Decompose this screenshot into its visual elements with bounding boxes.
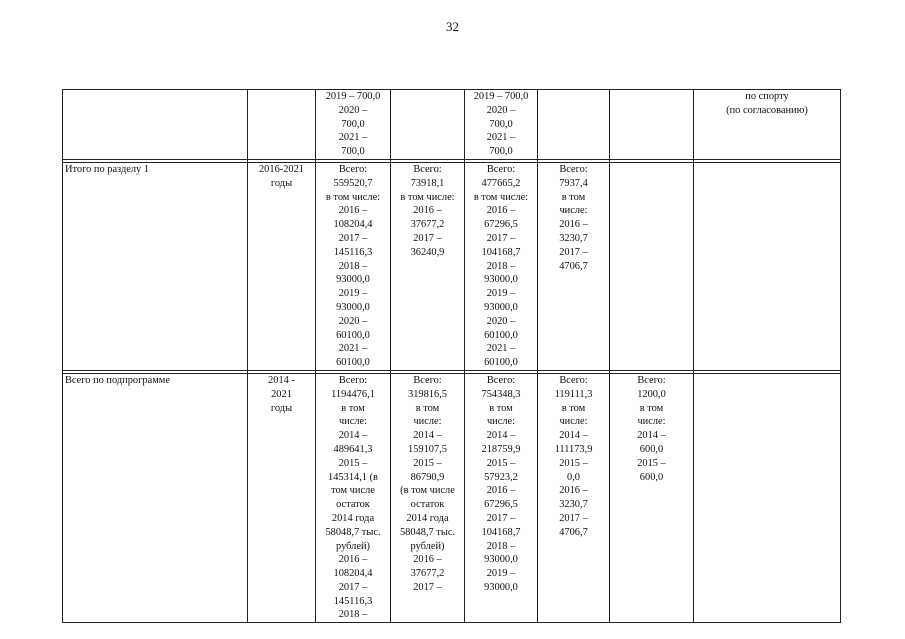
cell-text-line: 2018 –	[338, 609, 368, 621]
cell-text-line: 93000,0	[484, 274, 518, 286]
cell-text-line: 2017 –	[413, 232, 442, 244]
cell-text-line: 2014 –	[559, 430, 588, 442]
cell-text-line: 218759,9	[481, 443, 521, 455]
cell-text-line: 2017 –	[338, 581, 368, 593]
cell-text-line: 2020 –	[486, 315, 516, 327]
cell-text-line: 93000,0	[336, 274, 370, 286]
cell-text-line: Всего:	[559, 163, 588, 175]
cell-text-line: 2015 –	[338, 457, 368, 469]
cell-text-line: 60100,0	[484, 357, 518, 369]
cell-text-line: 2014 года	[406, 512, 449, 524]
cell-text-line: 60100,0	[484, 329, 518, 341]
cell-text-line: 2021 –	[486, 343, 516, 355]
cell-text-line: 57923,2	[484, 471, 518, 483]
cell-text-line: рублей)	[410, 540, 445, 552]
cell-text-line: 73918,1	[410, 177, 445, 189]
cell-text-line: Всего:	[486, 374, 516, 386]
cell-text-line: Всего:	[338, 374, 368, 386]
local-funding-cell	[538, 373, 610, 622]
cell-text-line: 2015 –	[637, 457, 666, 469]
cell-text-line: 2015 –	[559, 457, 588, 469]
cell-text-line: 2020 –	[338, 315, 368, 327]
cell-text-line: в том числе:	[325, 191, 381, 203]
cell-text-line: 559520,7	[333, 177, 373, 189]
cell-text-line: в том	[639, 402, 664, 414]
cell-text-line: Всего:	[637, 374, 666, 386]
cell-text-line: 104168,7	[481, 246, 521, 258]
cell-text-line: 159107,5	[408, 443, 447, 455]
cell-text-line: 2016 –	[486, 205, 516, 217]
regional-funding-cell	[465, 162, 538, 370]
cell-text-line: 60100,0	[336, 357, 370, 369]
cell-text-line: 2016-2021	[258, 163, 305, 175]
cell-text-line: 67296,5	[484, 499, 518, 511]
extra-funding-cell	[610, 162, 694, 370]
cell-text-line: 2017 –	[559, 246, 588, 258]
executor-cell	[694, 373, 841, 622]
cell-text-line: Всего:	[486, 163, 516, 175]
cell-text-line: 2019 – 700,0	[325, 91, 381, 102]
cell-text-line: 111173,9	[554, 443, 593, 455]
cell-text-line: 754348,3	[481, 388, 521, 400]
cell-text-line: 2016 –	[338, 205, 368, 217]
federal-funding-cell	[391, 162, 465, 370]
cell-text-line: 145116,3	[333, 595, 373, 607]
cell-text-line: 477665,2	[481, 177, 521, 189]
cell-text-line: 2019 –	[338, 288, 368, 300]
cell-text-line: 4706,7	[559, 260, 588, 272]
cell-text-line: остаток	[410, 499, 445, 511]
period-cell	[248, 373, 316, 622]
cell-text-line: 2019 – 700,0	[473, 91, 529, 102]
cell-text-line: 2017 –	[486, 232, 516, 244]
local-funding-cell	[538, 162, 610, 370]
cell-text-line: 2020 –	[338, 104, 368, 116]
cell-text-line: 58048,7 тыс.	[399, 526, 456, 538]
cell-text-line: в том числе:	[473, 191, 529, 203]
cell-text-line: 1200,0	[637, 388, 666, 400]
cell-text-line: 2016 –	[486, 485, 516, 497]
extra-funding-cell	[610, 90, 694, 160]
cell-text-line: 2020 –	[486, 104, 516, 116]
cell-text-line: 3230,7	[559, 499, 588, 511]
period-cell	[248, 90, 316, 160]
cell-text-line: 700,0	[489, 118, 513, 130]
cell-text-line: по спорту	[745, 91, 789, 102]
cell-text-line: 3230,7	[559, 232, 588, 244]
page-number: 32	[446, 19, 459, 34]
cell-text-line: 700,0	[341, 118, 365, 130]
cell-text-line: 2021	[271, 388, 292, 400]
cell-text-line: 37677,2	[410, 568, 445, 580]
cell-text-line: 2014 –	[486, 430, 516, 442]
regional-funding-cell	[465, 90, 538, 160]
cell-text-line: 2014 -	[268, 374, 295, 386]
cell-text-line: 2018 –	[486, 260, 516, 272]
cell-text-line: 2021 –	[338, 132, 368, 144]
cell-text-line: 67296,5	[484, 219, 518, 231]
row-label-cell	[63, 162, 248, 370]
cell-text-line: Всего:	[413, 163, 442, 175]
cell-text-line: годы	[270, 402, 293, 414]
cell-text-line: в том	[561, 191, 586, 203]
cell-text-line: 2014 –	[413, 430, 442, 442]
cell-text-line: 58048,7 тыс.	[325, 526, 381, 538]
cell-text-line: 2016 –	[559, 485, 588, 497]
row-label-cell	[63, 373, 248, 622]
cell-text-line: числе:	[559, 416, 588, 428]
cell-text-line: числе:	[486, 416, 516, 428]
cell-text-line: 60100,0	[336, 329, 370, 341]
cell-text-line: Итого по разделу 1	[65, 163, 150, 175]
cell-text-line: 145314,1 (в	[328, 471, 378, 483]
cell-text-line: 145116,3	[333, 246, 373, 258]
cell-text-line: 93000,0	[484, 301, 518, 313]
cell-text-line: 104168,7	[481, 526, 521, 538]
cell-text-line: 2014 –	[338, 430, 368, 442]
cell-text-line: 600,0	[639, 471, 664, 483]
total-funding-cell	[316, 90, 391, 160]
cell-text-line: 319816,5	[408, 388, 447, 400]
cell-text-line: 36240,9	[410, 246, 445, 258]
cell-text-line: числе:	[413, 416, 442, 428]
cell-text-line: остаток	[336, 499, 370, 511]
cell-text-line: 489641,3	[333, 443, 373, 455]
cell-text-line: 2015 –	[413, 457, 442, 469]
federal-funding-cell	[391, 90, 465, 160]
cell-text-line: (по согласованию)	[726, 104, 808, 116]
budget-table	[62, 89, 841, 623]
executor-cell	[694, 90, 841, 160]
cell-text-line: 7937,4	[559, 177, 588, 189]
cell-text-line: 2016 –	[559, 219, 588, 231]
cell-text-line: в том	[415, 402, 440, 414]
extra-funding-cell	[610, 373, 694, 622]
cell-text-line: 2021 –	[486, 132, 516, 144]
row-label-cell	[63, 90, 248, 160]
table-row	[63, 373, 841, 622]
cell-text-line: 2017 –	[559, 512, 588, 524]
regional-funding-cell	[465, 373, 538, 622]
cell-text-line: 2019 –	[486, 288, 516, 300]
cell-text-line: числе:	[559, 205, 588, 217]
cell-text-line: 700,0	[489, 146, 513, 158]
cell-text-line: рублей)	[336, 540, 370, 552]
cell-text-line: 2016 –	[413, 554, 442, 566]
cell-text-line: 700,0	[341, 146, 365, 158]
cell-text-line: Всего по подпрограмме	[65, 374, 170, 386]
cell-text-line: 2017 –	[338, 232, 368, 244]
cell-text-line: 119111,3	[554, 388, 593, 400]
cell-text-line: 108204,4	[333, 568, 373, 580]
cell-text-line: Всего:	[338, 163, 368, 175]
table-row	[63, 90, 841, 160]
local-funding-cell	[538, 90, 610, 160]
cell-text-line: годы	[270, 177, 293, 189]
cell-text-line: 2018 –	[338, 260, 368, 272]
cell-text-line: 2015 –	[486, 457, 516, 469]
cell-text-line: том числе	[331, 485, 375, 497]
cell-text-line: 2018 –	[486, 540, 516, 552]
cell-text-line: 2017 –	[486, 512, 516, 524]
cell-text-line: 2014 года	[331, 512, 375, 524]
executor-cell	[694, 162, 841, 370]
cell-text-line: 2021 –	[338, 343, 368, 355]
cell-text-line: 37677,2	[410, 219, 445, 231]
cell-text-line: 2014 –	[637, 430, 666, 442]
cell-text-line: в том	[341, 402, 365, 414]
federal-funding-cell	[391, 373, 465, 622]
cell-text-line: числе:	[338, 416, 368, 428]
cell-text-line: 600,0	[639, 443, 664, 455]
cell-text-line: в том	[561, 402, 586, 414]
cell-text-line: 93000,0	[484, 581, 518, 593]
cell-text-line: 0,0	[567, 471, 580, 483]
cell-text-line: Всего:	[413, 374, 442, 386]
cell-text-line: в том числе:	[400, 191, 455, 203]
cell-text-line: 93000,0	[484, 554, 518, 566]
cell-text-line: 86790,9	[410, 471, 445, 483]
table-row	[63, 162, 841, 370]
cell-text-line: числе:	[637, 416, 666, 428]
cell-text-line: 108204,4	[333, 219, 373, 231]
cell-text-line: 1194476,1	[331, 388, 375, 400]
cell-text-line: 93000,0	[336, 301, 370, 313]
cell-text-line: 2019 –	[486, 568, 516, 580]
cell-text-line: 2016 –	[413, 205, 442, 217]
total-funding-cell	[316, 373, 391, 622]
cell-text-line: (в том числе	[400, 485, 455, 497]
cell-text-line: Всего:	[559, 374, 588, 386]
cell-text-line: 2017 –	[413, 581, 442, 593]
cell-text-line: 2016 –	[338, 554, 368, 566]
cell-text-line: 4706,7	[559, 526, 588, 538]
cell-text-line: в том	[489, 402, 513, 414]
period-cell	[248, 162, 316, 370]
total-funding-cell	[316, 162, 391, 370]
